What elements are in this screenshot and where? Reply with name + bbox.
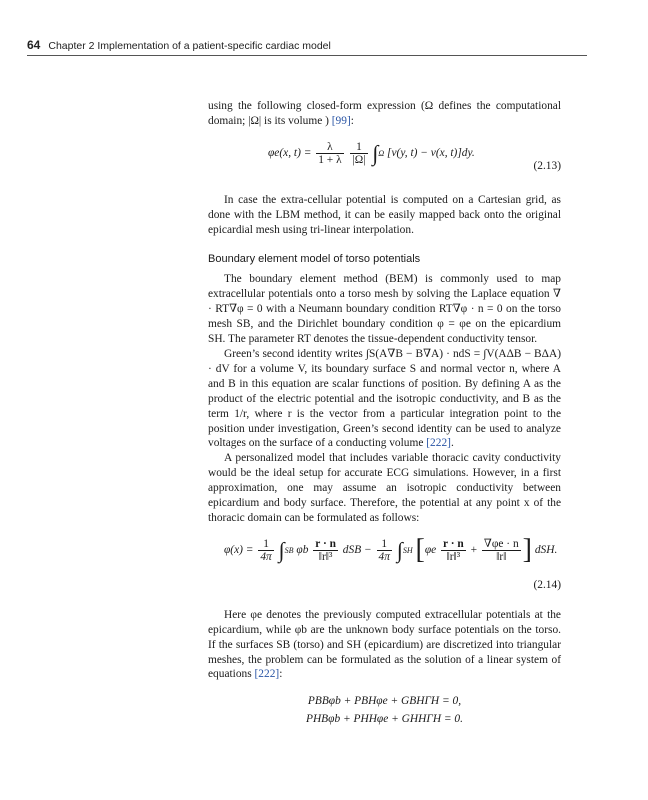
equation-2-14-expression: φ(x) = $\frac{1}{4\pi}$ ∫SB φb $\frac{r \cdot n}{\text{‖r‖³}}$ dSB − $\frac{1}{4\pi}$ ∫SH [φe $\frac{r \cdot n}{\text{‖r‖³}}$ + $\frac{\nabla\varphi e \cdot n}{‖r‖}$ ] dSH. (224, 533, 558, 565)
citation-link[interactable]: [222] (426, 437, 451, 450)
running-title: Chapter 2 Implementation of a patient-specific cardiac model (48, 40, 331, 52)
running-header (27, 38, 587, 56)
page-number: 64 (27, 38, 41, 52)
integral-sign: ∫ (278, 537, 285, 563)
equation-2-14 (208, 532, 561, 602)
paragraph-bem: The boundary element method (BEM) is commonly used to map extracellular potentials onto a torso mesh by solving the Laplace equation ∇ · RT∇φ = 0 with a Neumann boundary condition RT∇φ · n = 0 on the torso mesh SB, and the Dirichlet boundary condition φ = φe on the epicardium SH. The parameter RT denotes the tissue-dependent conductivity tensor. (208, 273, 561, 346)
system-line-1: PBBφb + PBHφe + GBHΓH = 0, (307, 695, 462, 708)
equation-2-13-expression: φe(x, t) = $\frac{\lambda}{1 + \lambda}$ $\frac{1}{|\Omega|}$ ∫Ω [v(y, t) − v(x, t)]dy. (268, 140, 475, 166)
fraction-volume: $\frac{1}{|\Omega|}$ (352, 140, 366, 166)
paragraph-discretization: Here φe denotes the previously computed extracellular potentials at the epicardium, while φb are the unknown body surface potentials on the torso. If the surfaces SB (torso) and SH (epicardium) are discretized into triangular meshes, the problem can be formulated as the solution of a linear system of equations [222]: (208, 608, 561, 681)
citation-link[interactable]: [99] (331, 114, 351, 127)
integral-sign: ∫ (372, 140, 379, 166)
linear-system (208, 692, 561, 728)
paragraph-personalized: A personalized model that includes variable thoracic cavity conductivity would be the ideal setup for accurate ECG simulations. However, in a first approximation, one may assume an isotropic conductivity between epicardium and body surface. Therefore, the potential at any point x of the thoracic domain can be formulated as follows: (208, 452, 561, 524)
citation-link[interactable]: [222] (254, 668, 280, 681)
paragraph-lbm: In case the extra-cellular potential is computed on a Cartesian grid, as done with the LBM method, it can be easily mapped back onto the original epicardial mesh using tri-linear interpolation. (208, 193, 561, 236)
fraction-lambda: $\frac{\lambda}{1 + \lambda}$ (318, 140, 342, 166)
section-heading: Boundary element model of torso potentials (208, 252, 421, 265)
system-line-2: PHBφb + PHHφe + GHHΓH = 0. (306, 713, 463, 726)
paragraph-intro: using the following closed-form expression (Ω defines the computational domain; |Ω| is its volume ) [99]: (208, 100, 561, 127)
paragraph-green: Green’s second identity writes ∫S(A∇B − B∇A) · ndS = ∫V(AΔB − BΔA) · dV for a volume V, its boundary surface S and normal vector n, where A and B in this equation are scalar functions of position. By defining A as the product of the electric potential and the isotropic conductivity, and B as the term 1/r, where r is the vector from a particular integration point to the position under investigation, Green’s second identity can be used to analyze voltages on the surface of a conducting volume [222]. (208, 347, 561, 450)
integral-sign: ∫ (396, 537, 403, 563)
equation-number: (2.14) (533, 578, 561, 591)
equation-number: (2.13) (533, 159, 561, 172)
equation-2-13 (208, 135, 561, 183)
page-body (208, 99, 561, 728)
